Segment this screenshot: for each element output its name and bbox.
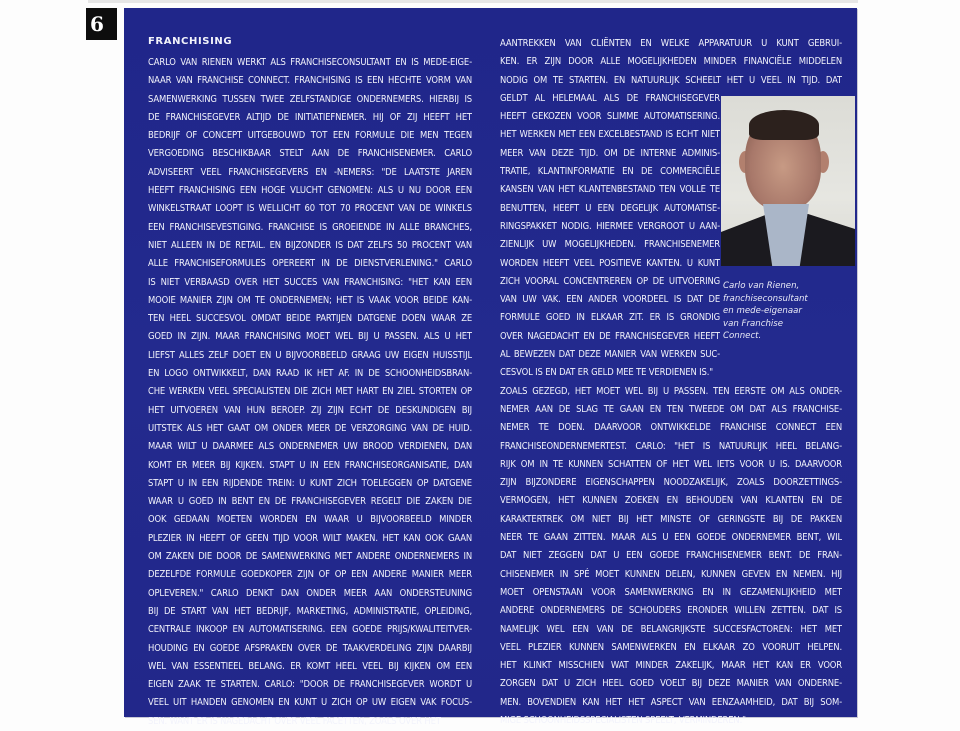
text-line: EN LOGO ONTWIKKELT, DAN RAAD IK HET AF. IN DE SCHOONHEIDSBRAN- [148, 368, 472, 380]
caption-line: franchiseconsultant [723, 293, 808, 304]
left-column-text [148, 54, 472, 731]
caption-line: en mede-eigenaar [723, 306, 802, 317]
text-line: ZIENLIJK UW MOGELIJKHEDEN. FRANCHISENEMER [500, 239, 720, 251]
text-line: EIGEN ZAAK TE STARTEN. CARLO: "DOOR DE FRANCHISEGEVER WORDT U [148, 679, 472, 691]
text-line: OPLEVEREN." CARLO DENKT DAN ONDER MEER AAN ONDERSTEUNING [148, 587, 472, 599]
text-line: KARAKTERTREK OM NIET BIJ HET MINSTE OF GERINGSTE BIJ DE PAKKEN [500, 513, 842, 525]
page-number: 6 [86, 8, 117, 40]
top-rule [88, 0, 858, 3]
text-line: HET UITVOEREN VAN HUN BEROEP. ZIJ ZIJN ECHT DE DESKUNDIGEN BIJ [148, 404, 472, 416]
text-line: RINGSPAKKET NODIG. HIERMEE VERGROOT U AAN- [500, 220, 720, 232]
text-line: BIJ DE START VAN HET BEDRIJF, MARKETING, ADMINISTRATIE, OPLEIDING, [148, 605, 472, 617]
text-line: OVER NAGEDACHT EN DE FRANCHISEGEVER HEEFT [500, 330, 720, 342]
text-line: UITSTEK ALS HET GAAT OM ONDER MEER DE VERZORGING VAN DE HUID. [148, 422, 472, 434]
text-line: KEN. ER ZIJN DOOR ALLE MOGELIJKHEDEN MINDER FINANCIËLE MIDDELEN [500, 56, 842, 68]
right-column-bottom-text [500, 383, 842, 731]
text-line: NODIG OM TE STARTEN. EN NATUURLIJK SCHEELT HET U VEEL IN TIJD. DAT [500, 74, 842, 86]
text-line: NIET ALLEEN IN DE RETAIL. EN BIJZONDER IS DAT ZELFS 50 PROCENT VAN [148, 239, 472, 251]
text-line: AL BEWEZEN DAT DEZE MANIER VAN WERKEN SUC- [500, 349, 720, 361]
text-line: WEL VAN ESSENTIEEL BELANG. ER KOMT HEEL VEEL BIJ KIJKEN OM EEN [148, 660, 472, 672]
text-line: RIJK OM IN TE KUNNEN SCHATTEN OF HET WEL IETS VOOR U IS. DAARVOOR [500, 458, 842, 470]
text-line: ALLE FRANCHISEFORMULES OPEREERT IN DE DIENSTVERLENING." CARLO [148, 258, 472, 270]
text-line: STAPT U IN EEN RIJDENDE TREIN: U KUNT ZICH TOELEGGEN OP DATGENE [148, 477, 472, 489]
text-line: HET WERKEN MET EEN EXCELBESTAND IS ECHT NIET [500, 129, 720, 141]
text-line: DAT NIET ZEGGEN DAT U EEN GOEDE FRANCHISENEMER BENT. DE FRAN- [500, 550, 842, 562]
text-line: ZORGEN DAT U ZICH HEEL GOED VOELT BIJ DEZE MANIER VAN ONDERNE- [500, 678, 842, 690]
text-line: NEMER AAN DE SLAG TE GAAN EN TEN TWEEDE OM DAT ALS FRANCHISE- [500, 403, 842, 415]
text-line: WORDEN HEEFT VEEL POSITIEVE KANTEN. U KUNT [500, 257, 720, 269]
right-column-top-text [500, 35, 842, 90]
caption-line: Carlo van Rienen, [723, 281, 800, 291]
text-line: VERGOEDING BESCHIKBAAR STELT AAN DE FRANCHISENEMER. CARLO [148, 148, 472, 160]
article-panel [124, 8, 857, 727]
text-line: VEEL UIT HANDEN GENOMEN EN KUNT U ZICH OP UW EIGEN VAK FOCUS- [148, 697, 472, 709]
caption-line: van Franchise [723, 318, 784, 329]
text-line: ZIJN BIJZONDERE EIGENSCHAPPEN NOODZAKELIJK, ZOALS DOORZETTINGS- [500, 477, 842, 489]
text-line: NEER TE GAAN ZITTEN. MAAR ALS U EEN GOEDE ONDERNEMER BENT, WIL [500, 532, 842, 544]
text-line: LIEFST ALLES ZELF DOET EN U BIJVOORBEELD GRAAG UW EIGEN HUISSTIJL [148, 349, 472, 361]
text-line: NAMELIJK WEL EEN VAN DE BELANGRIJKSTE SUCCESFACTOREN: HET MET [500, 623, 842, 635]
section-title: FRANCHISING [148, 36, 233, 47]
text-line: VEEL PLEZIER KUNNEN SAMENWERKEN EN ELKAAR ZO VOORUIT HELPEN. [500, 641, 842, 653]
text-line: CHE WERKEN VEEL SPECIALISTEN DIE ZICH MET HART EN ZIEL STORTEN OP [148, 386, 472, 398]
text-line: NAAR VAN FRANCHISE CONNECT. FRANCHISING IS EEN HECHTE VORM VAN [148, 75, 472, 87]
text-line: HOUDING EN GOEDE AFSPRAKEN OVER DE TAAKVERDELING ZIJN DAARBIJ [148, 642, 472, 654]
text-line: BENUTTEN, HEEFT U EEN DEGELIJK AUTOMATISE- [500, 202, 720, 214]
text-line: CHISENEMER IN SPÉ MOET KUNNEN DELEN, KUNNEN GEVEN EN NEMEN. HIJ [500, 568, 842, 580]
text-line: MEN. BOVENDIEN KAN HET HET ASPECT VAN EENZAAMHEID, DAT BIJ SOM- [500, 696, 842, 708]
text-line: MIGE SCHOONHEIDSSPECIALISTEN SPEELT, VERMINDEREN." [500, 714, 746, 726]
text-line: CENTRALE INKOOP EN AUTOMATISERING. EEN GOEDE PRIJS/KWALITEITVER- [148, 624, 472, 636]
text-line: MOOIE MANIER ZIJN OM TE ONDERNEMEN; HET IS VAAK VOOR BEIDE KAN- [148, 294, 472, 306]
caption-line: Connect. [723, 331, 762, 342]
text-line: IS NIET VERBAASD OVER HET SUCCES VAN FRANCHISING: "HET KAN EEN [148, 276, 472, 288]
text-line: NEMER TE DOEN. DAARVOOR ONTWIKKELDE FRANCHISE CONNECT EEN [500, 422, 842, 434]
text-line: GOED IN ZIJN. MAAR FRANCHISING MOET WEL BIJ U PASSEN. ALS U HET [148, 331, 472, 343]
text-line: VERMOGEN, HET KUNNEN ZOEKEN EN BEHOUDEN VAN KLANTEN EN DE [500, 495, 842, 507]
text-line: MAAR WILT U DAARMEE ALS ONDERNEMER UW BROOD VERDIENEN, DAN [148, 441, 472, 453]
text-line: OM ZAKEN DIE DOOR DE SAMENWERKING MET ANDERE ONDERNEMERS IN [148, 551, 472, 563]
text-line: KANSEN VAN HET KLANTENBESTAND TEN VOLLE TE [500, 184, 720, 196]
text-line: TEN HEEL SUCCESVOL OMDAT BEIDE PARTIJEN DATGENE DOEN WAAR ZE [148, 313, 472, 325]
text-line: WINKELSTRAAT LOOPT IS WELLICHT 60 TOT 70 PROCENT VAN DE WINKELS [148, 203, 472, 215]
text-line: FRANCHISEONDERNEMERTEST. CARLO: "HET IS NATUURLIJK HEEL BELANG- [500, 440, 842, 452]
text-line: DEZELFDE FORMULE GOEDKOPER ZIJN OF OP EEN ANDERE MANIER MEER [148, 569, 472, 581]
text-line: ZICH VOORAL CONCENTREREN OP DE UITVOERING [500, 275, 720, 287]
text-line: ADVISEERT VEEL FRANCHISEGEVERS EN -NEMERS: "DE LAATSTE JAREN [148, 166, 472, 178]
portrait-photo [721, 96, 855, 266]
text-line: HEEFT GEKOZEN VOOR SLIMME AUTOMATISERING. [500, 111, 720, 123]
text-line: HET KLINKT MISSCHIEN WAT MINDER ZAKELIJK, MAAR HET KAN ER VOOR [500, 660, 842, 672]
text-line: HEEFT FRANCHISING EEN HOGE VLUCHT GENOMEN: ALS U NU DOOR EEN [148, 185, 472, 197]
text-line: OOK GEDAAN MOETEN WORDEN EN WAAR U BIJVOORBEELD MINDER [148, 514, 472, 526]
text-line: PLEZIER IN HEEFT OF GEEN TIJD VOOR WILT MAKEN. HET KAN OOK GAAN [148, 532, 472, 544]
photo-caption [723, 280, 853, 343]
text-line: SEN. WANT ER IS NAGEDACHT OVER VEEL FACETTEN, ZOALS OVER HET [148, 715, 441, 727]
text-line: AANTREKKEN VAN CLIËNTEN EN WELKE APPARATUUR U KUNT GEBRUI- [500, 38, 842, 49]
text-line: MOET OPENSTAAN VOOR SAMENWERKING EN IN GEZAMENLIJKHEID MET [500, 586, 842, 598]
text-line: VAN UW VAK. EEN ANDER VOORDEEL IS DAT DE [500, 294, 720, 306]
text-line: ANDERE ONDERNEMERS DE SCHOUDERS ERONDER WILLEN ZETTEN. DAT IS [500, 605, 842, 617]
text-line: WAAR U GOED IN BENT EN DE FRANCHISEGEVER REGELT DIE ZAKEN DIE [148, 496, 472, 508]
text-line: TRATIE, KLANTINFORMATIE EN DE COMMERCIËLE [500, 166, 720, 178]
text-line: DE FRANCHISEGEVER ALTIJD DE INITIATIEFNEMER. HIJ OF ZIJ HEEFT HET [148, 111, 472, 123]
text-line: MEER VAN DEZE TIJD. OM DE INTERNE ADMINIS- [500, 147, 720, 159]
text-line: CESVOL IS EN DAT ER GELD MEE TE VERDIENEN IS." [500, 367, 713, 379]
text-line: EEN FRANCHISEVESTIGING. FRANCHISE IS GROEIENDE IN ALLE BRANCHES, [148, 221, 472, 233]
text-line: ZOALS GEZEGD, HET MOET WEL BIJ U PASSEN. TEN EERSTE OM ALS ONDER- [500, 385, 842, 397]
text-line: GELDT AL HELEMAAL ALS DE FRANCHISEGEVER [500, 92, 720, 104]
portrait-hair [749, 110, 819, 140]
text-line: SAMENWERKING TUSSEN TWEE ZELFSTANDIGE ONDERNEMERS. HIERBIJ IS [148, 93, 472, 105]
text-line: FORMULE GOED IN ELKAAR ZIT. ER IS GRONDIG [500, 312, 720, 324]
text-line: KOMT ER MEER BIJ KIJKEN. STAPT U IN EEN FRANCHISEORGANISATIE, DAN [148, 459, 472, 471]
text-line: CARLO VAN RIENEN WERKT ALS FRANCHISECONSULTANT EN IS MEDE-EIGE- [148, 57, 472, 68]
left-column [148, 54, 472, 731]
text-line: BEDRIJF OF CONCEPT UITGEBOUWD TOT EEN FORMULE DIE MEN TEGEN [148, 130, 472, 142]
